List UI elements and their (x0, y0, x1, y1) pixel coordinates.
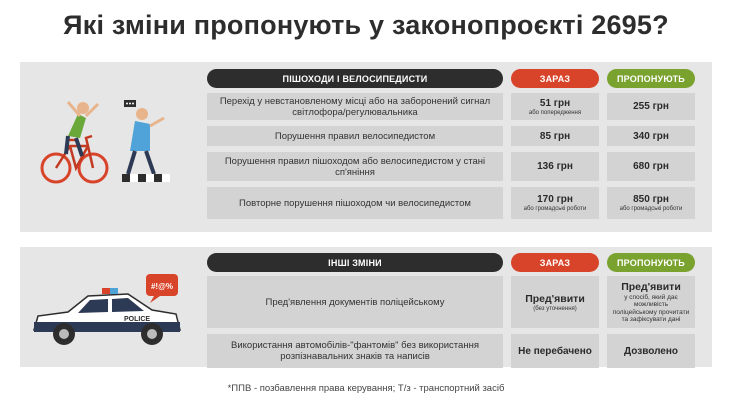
s1-row-3-proposed (607, 152, 695, 181)
section2-header: ІНШІ ЗМІНИ (207, 253, 503, 272)
s1-row-3-desc: Порушення правил пішоходом або велосипедистом у стані сп'яніння (207, 152, 503, 181)
s2-row-2-now (511, 334, 599, 368)
s2-row-1-desc: Пред'явлення документів поліцейському (207, 276, 503, 328)
s2-row-2-desc: Використання автомобілів-"фантомів" без використання розпізнавальних знаків та написів (207, 334, 503, 368)
s1-row-4-now-sub: або громадські роботи (523, 206, 587, 212)
s1-row-4-now (511, 187, 599, 219)
footnote: *ППВ - позбавлення права керування; Т/з - транспортний засіб (227, 383, 505, 394)
s1-row-2-now (511, 126, 599, 146)
s1-row-4-desc: Повторне порушення пішоходом чи велосипедистом (207, 187, 503, 219)
cyclist-pedestrian-illustration (38, 96, 188, 194)
s1-row-2-desc: Порушення правил велосипедистом (207, 126, 503, 146)
s2-row-2-proposed (607, 334, 695, 368)
s1-row-4-proposed-value: 850 грн (633, 194, 669, 205)
police-car-illustration (28, 272, 188, 356)
page-title: Які зміни пропонують у законопроєкті 2695? (63, 10, 669, 40)
police-label: POLICE (124, 316, 151, 323)
s2-row-1-proposed-value: Пред'явити (621, 280, 681, 293)
s2-row-1-proposed (607, 276, 695, 328)
s1-row-4-proposed (607, 187, 695, 219)
s1-row-1-now (511, 93, 599, 120)
s1-row-2-now-value: 85 грн (539, 130, 571, 142)
s1-row-4-proposed-sub: або громадські роботи (619, 206, 683, 212)
s2-row-1-now-value: Пред'явити (525, 292, 585, 305)
section2-col-now: ЗАРАЗ (511, 253, 599, 272)
s1-row-3-now-value: 136 грн (537, 161, 573, 172)
s1-row-4-now-value: 170 грн (537, 194, 573, 205)
s1-row-3-now (511, 152, 599, 181)
s2-row-2-proposed-value: Дозволено (624, 345, 678, 357)
s2-row-2-now-value: Не перебачено (518, 345, 592, 357)
section2-col-proposed: ПРОПОНУЮТЬ (607, 253, 695, 272)
s1-row-1-now-sub: або попередження (528, 109, 582, 116)
s2-row-1-proposed-sub: у спосіб, який дає можливість поліцейському прочитати та зафіксувати дані (612, 293, 690, 323)
s2-row-1-now-sub: (без уточнення) (533, 305, 577, 312)
s1-row-2-proposed (607, 126, 695, 146)
svg-text:#!@%: #!@% (150, 282, 174, 291)
section1-header: ПІШОХОДИ І ВЕЛОСИПЕДИСТИ (207, 69, 503, 88)
s1-row-2-proposed-value: 340 грн (633, 130, 669, 142)
s1-row-1-desc: Перехід у невстановленому місці або на заборонений сигнал світлофора/регулювальника (207, 93, 503, 120)
s2-row-1-now (511, 276, 599, 328)
s1-row-1-proposed (607, 93, 695, 120)
s1-row-1-proposed-value: 255 грн (633, 101, 669, 112)
section1-col-proposed: ПРОПОНУЮТЬ (607, 69, 695, 88)
section1-col-now: ЗАРАЗ (511, 69, 599, 88)
s1-row-1-now-value: 51 грн (539, 97, 571, 109)
s1-row-3-proposed-value: 680 грн (633, 161, 669, 172)
